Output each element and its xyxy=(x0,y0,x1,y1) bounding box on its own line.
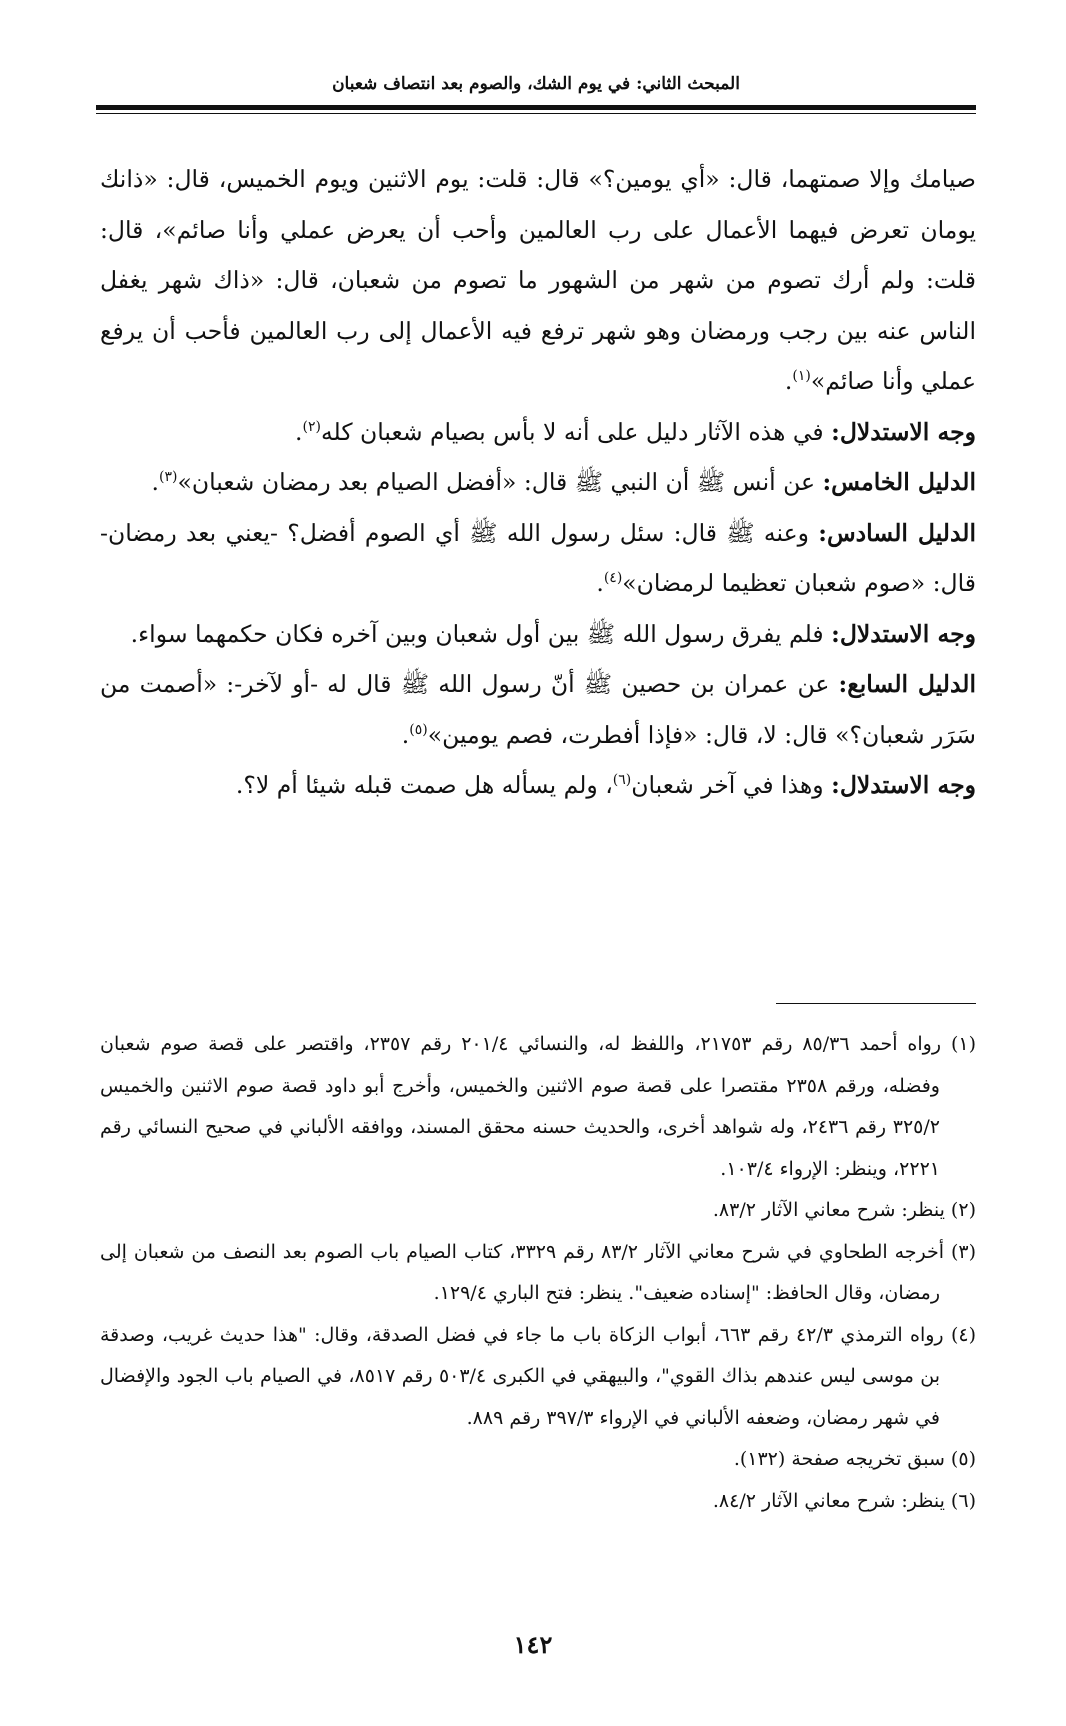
paragraph-heading: وجه الاستدلال: xyxy=(831,771,976,799)
punctuation: . xyxy=(401,720,410,749)
paragraph-6 xyxy=(100,659,976,760)
paragraph-heading: وجه الاستدلال: xyxy=(831,619,976,648)
paragraph-3 xyxy=(100,457,976,508)
header-title: المبحث الثاني: في يوم الشك، والصوم بعد انتصاف شعبان xyxy=(332,74,740,94)
paragraph-5 xyxy=(100,609,976,660)
footnotes xyxy=(100,1024,976,1522)
footnote-ref-6[interactable]: (٦) xyxy=(612,772,632,789)
paragraph-2 xyxy=(100,407,976,458)
footnote-6: (٦) ينظر: شرح معاني الآثار ٨٤/٢. xyxy=(712,1489,976,1512)
header-rule-thick xyxy=(96,105,976,110)
footnote-ref-2[interactable]: (٢) xyxy=(302,418,321,435)
footnote-ref-5[interactable]: (٥) xyxy=(409,721,428,738)
punctuation: . xyxy=(596,569,604,597)
paragraph-heading: الدليل الخامس: xyxy=(822,468,976,496)
paragraph-text: ، ولم يسأله هل صمت قبله شيئا أم لا؟. xyxy=(235,771,613,799)
footnote-3: (٣) أخرجه الطحاوي في شرح معاني الآثار ٨٣/٢ رقم ٣٣٢٩، كتاب الصيام باب الصوم بعد النصف من شعبان إلى رمضان، وقال الحافظ: "إسناده ضعيف". ينظر: فتح الباري ١٢٩/٤. xyxy=(100,1240,977,1304)
punctuation: . xyxy=(294,417,303,446)
paragraph-7 xyxy=(100,760,976,811)
paragraph-text: في هذه الآثار دليل على أنه لا بأس بصيام شعبان كله xyxy=(320,417,832,446)
footnote-ref-3[interactable]: (٣) xyxy=(158,469,178,486)
running-header xyxy=(96,66,976,110)
paragraph-heading: الدليل السادس: xyxy=(818,518,976,547)
footnote-ref-1[interactable]: (١) xyxy=(792,368,811,385)
paragraph-text: فلم يفرق رسول الله ﷺ بين أول شعبان وبين آخره فكان حكمهما سواء. xyxy=(130,619,832,648)
footnote-1: (١) رواه أحمد ٨٥/٣٦ رقم ٢١٧٥٣، واللفظ له، والنسائي ٢٠١/٤ رقم ٢٣٥٧، واقتصر على قصة صوم شعبان وفضله، ورقم ٢٣٥٨ مقتصرا على قصة صوم الاثنين والخميس، وأخرج أبو داود قصة صوم الاثنين والخميس ٣٢٥/٢ رقم ٢٤٣٦، وله شواهد أخرى، والحديث حسنه محقق المسند، ووافقه الألباني في صحيح النسائي رقم ٢٢٢١، وينظر: الإرواء ١٠٣/٤. xyxy=(100,1033,976,1180)
paragraph-text: عن عمران بن حصين ﷺ أنّ رسول الله ﷺ قال له -أو لآخر-: «أصمت من سَرَر شعبان؟» قال: لا، قال: «فإذا أفطرت، فصم يومين» xyxy=(100,670,976,749)
header-rule-thin xyxy=(96,113,976,114)
footnote-ref-4[interactable]: (٤) xyxy=(603,570,623,587)
paragraph-text: وعنه ﷺ قال: سئل رسول الله ﷺ أي الصوم أفضل؟ -يعني بعد رمضان- قال: «صوم شعبان تعظيما لرمضان» xyxy=(100,518,976,597)
paragraph-text: صيامك وإلا صمتهما، قال: «أي يومين؟» قال: قلت: يوم الاثنين ويوم الخميس، قال: «ذانك يومان تعرض فيهما الأعمال على رب العالمين وأحب أن يعرض عملي وأنا صائم»، قال: قلت: ولم أرك تصوم من شهر من الشهور ما تصوم من شعبان، قال: «ذاك شهر يغفل الناس عنه بين رجب ورمضان وهو شهر ترفع فيه الأعمال إلى رب العالمين فأحب أن يرفع عملي وأنا صائم» xyxy=(100,165,976,395)
footnote-2: (٢) ينظر: شرح معاني الآثار ٨٣/٢. xyxy=(712,1199,976,1221)
paragraph-text: وهذا في آخر شعبان xyxy=(631,771,832,799)
paragraph-text: عن أنس ﷺ أن النبي ﷺ قال: «أفضل الصيام بعد رمضان شعبان» xyxy=(177,468,823,496)
punctuation: . xyxy=(784,367,793,395)
paragraph-heading: وجه الاستدلال: xyxy=(831,417,976,446)
main-text xyxy=(100,154,976,811)
punctuation: . xyxy=(151,468,159,496)
paragraph-4 xyxy=(100,508,976,609)
paragraph-heading: الدليل السابع: xyxy=(838,670,976,698)
page-number: ١٤٢ xyxy=(513,1630,553,1659)
footnote-5: (٥) سبق تخريجه صفحة (١٣٢). xyxy=(733,1448,976,1470)
paragraph-1 xyxy=(100,154,976,407)
footnote-4: (٤) رواه الترمذي ٤٢/٣ رقم ٦٦٣، أبواب الزكاة باب ما جاء في فضل الصدقة، وقال: "هذا حديث غريب، وصدقة بن موسى ليس عندهم بذاك القوي"، والبيهقي في الكبرى ٥٠٣/٤ رقم ٨٥١٧، في الصيام باب الجود والإفضال في شهر رمضان، وضعفه الألباني في الإرواء ٣٩٧/٣ رقم ٨٨٩. xyxy=(100,1323,976,1429)
footnote-separator xyxy=(776,1003,976,1004)
